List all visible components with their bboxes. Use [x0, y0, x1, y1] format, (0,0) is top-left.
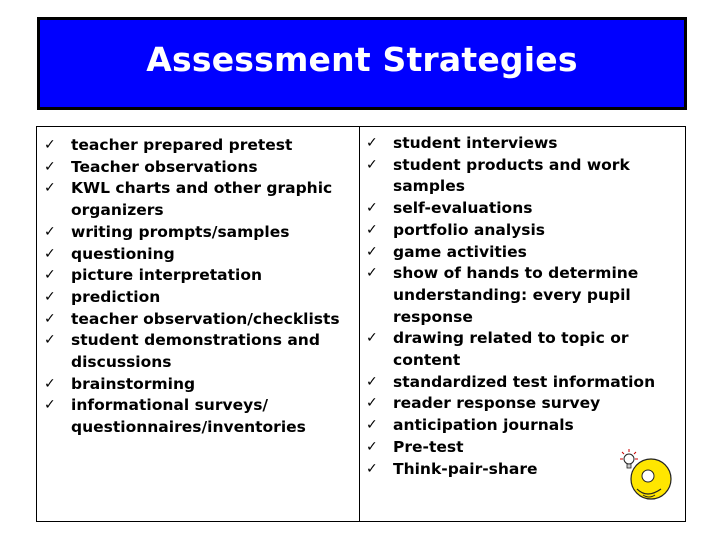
title-banner: [37, 17, 687, 110]
check-icon: ✓: [44, 397, 56, 414]
check-icon: ✓: [44, 288, 56, 305]
list-item-label: student interviews: [393, 134, 558, 152]
list-item-label: reader response survey: [393, 394, 601, 413]
list-item-label: teacher observation/checklists: [71, 309, 340, 328]
list-item: [363, 372, 685, 394]
check-icon: ✓: [44, 375, 56, 392]
list-item-label: Think-pair-share: [393, 459, 538, 478]
right-column: [360, 127, 685, 521]
list-item: [41, 135, 359, 157]
list-item-label: anticipation journals: [393, 416, 574, 435]
check-icon: ✓: [366, 330, 378, 347]
list-item: [363, 393, 685, 415]
strategies-table: [36, 126, 686, 522]
list-item-label: student products and work samples: [393, 155, 630, 196]
check-icon: ✓: [366, 265, 378, 282]
list-item: [363, 328, 685, 371]
left-list: [41, 135, 359, 439]
list-item: [363, 155, 685, 198]
list-item: [363, 242, 685, 264]
list-item-label: portfolio analysis: [393, 220, 545, 239]
list-item-label: writing prompts/samples: [71, 222, 290, 241]
check-icon: ✓: [44, 332, 56, 349]
list-item-label: show of hands to determine understanding: every pupil response: [393, 264, 639, 326]
list-item-label: informational surveys/ questionnaires/inventories: [71, 396, 306, 437]
list-item: [363, 198, 685, 220]
list-item: [41, 222, 359, 244]
check-icon: ✓: [366, 221, 378, 238]
check-icon: ✓: [44, 245, 56, 262]
check-icon: ✓: [366, 200, 378, 217]
list-item: [363, 415, 685, 437]
check-icon: ✓: [366, 438, 378, 455]
list-item-label: self-evaluations: [393, 199, 533, 218]
check-icon: ✓: [44, 310, 56, 327]
list-item: [41, 178, 359, 221]
list-item: [41, 330, 359, 373]
check-icon: ✓: [366, 417, 378, 434]
check-icon: ✓: [366, 243, 378, 260]
list-item: [363, 263, 685, 328]
list-item-label: KWL charts and other graphic organizers: [71, 179, 333, 220]
list-item-label: brainstorming: [71, 374, 196, 393]
check-icon: ✓: [44, 223, 56, 240]
check-icon: ✓: [44, 180, 56, 197]
list-item: [41, 309, 359, 331]
list-item-label: standardized test information: [393, 372, 656, 391]
list-item: [41, 244, 359, 266]
list-item: [41, 374, 359, 396]
list-item: [41, 395, 359, 438]
list-item-label: student demonstrations and discussions: [71, 331, 320, 372]
check-icon: ✓: [44, 267, 56, 284]
list-item-label: picture interpretation: [71, 266, 263, 285]
page-title: Assessment Strategies: [146, 40, 578, 79]
list-item-label: questioning: [71, 244, 175, 263]
check-icon: ✓: [366, 156, 378, 173]
list-item: [41, 157, 359, 179]
check-icon: ✓: [44, 137, 56, 153]
list-item-label: Teacher observations: [71, 157, 258, 176]
lightbulb-thinker-icon: [615, 445, 677, 507]
check-icon: ✓: [44, 158, 56, 175]
list-item-label: teacher prepared pretest: [71, 136, 293, 154]
list-item-label: drawing related to topic or content: [393, 329, 629, 370]
check-icon: ✓: [366, 373, 378, 390]
check-icon: ✓: [366, 395, 378, 412]
list-item: [41, 287, 359, 309]
right-list: [363, 133, 685, 480]
list-item-label: Pre-test: [393, 437, 464, 456]
check-icon: ✓: [366, 460, 378, 477]
list-item: [363, 133, 685, 155]
list-item-label: prediction: [71, 287, 161, 306]
list-item-label: game activities: [393, 242, 527, 261]
list-item: [41, 265, 359, 287]
left-column: [37, 127, 360, 521]
list-item: [363, 220, 685, 242]
check-icon: ✓: [366, 135, 378, 151]
